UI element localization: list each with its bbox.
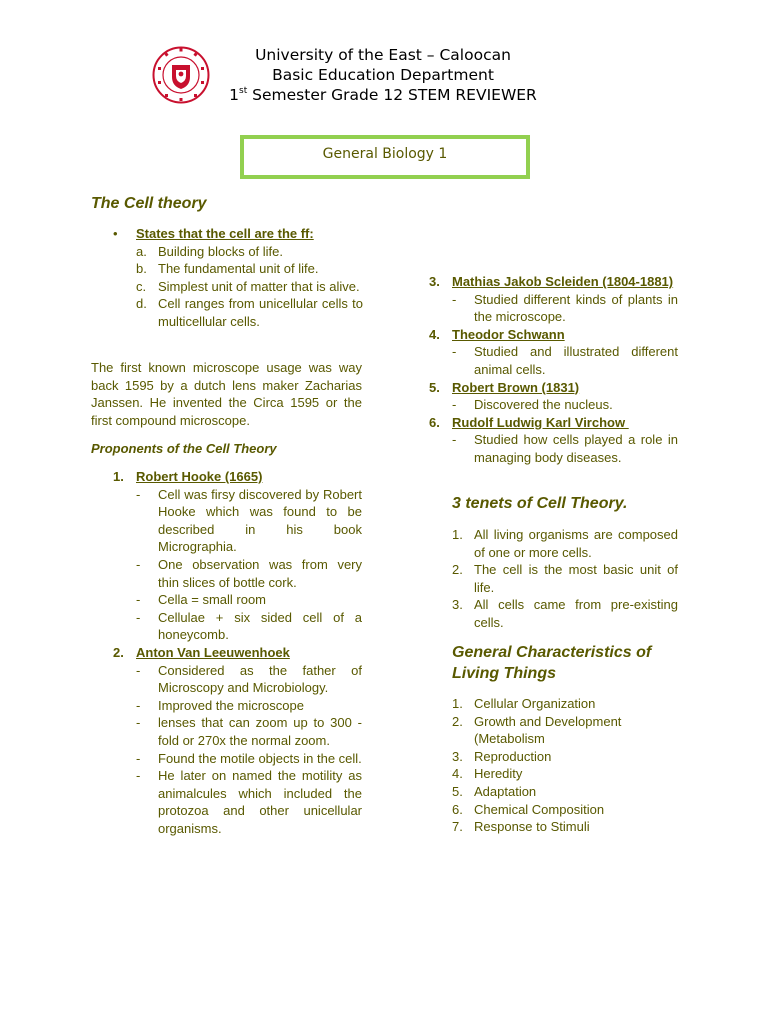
- dash-marker: -: [136, 697, 141, 713]
- proponent-item: [429, 414, 678, 432]
- proponent-item: [113, 468, 362, 486]
- proponent-item: [113, 644, 362, 662]
- proponent-name: Robert Brown (1831): [452, 379, 580, 395]
- subject-title-box: [240, 135, 530, 179]
- tenet-text: All living organisms are composed of one or more cells.: [474, 527, 678, 560]
- proponent-name: Anton Van Leeuwenhoek: [136, 644, 290, 660]
- dash-marker: -: [136, 609, 141, 625]
- note-item: [113, 486, 362, 556]
- characteristic-marker: 2.: [452, 713, 463, 729]
- dash-marker: -: [136, 592, 141, 608]
- proponents-heading: Proponents of the Cell Theory: [91, 441, 277, 456]
- list-item-text: Simplest unit of matter that is alive.: [158, 278, 360, 294]
- list-item: [113, 278, 363, 296]
- list-item: [113, 260, 363, 278]
- characteristic-text: Chemical Composition: [474, 801, 605, 817]
- note-item: [429, 291, 678, 326]
- note-text: Cell was firsy discovered by Robert Hooke which was found to be described in his book Micrographia.: [158, 486, 362, 555]
- bullet-title: States that the cell are the ff:: [136, 226, 314, 241]
- characteristic-item: [452, 748, 678, 766]
- list-marker: a.: [136, 243, 147, 259]
- proponent-marker: 6.: [429, 414, 440, 430]
- subject-title: General Biology 1: [322, 146, 448, 162]
- note-item: [113, 750, 362, 768]
- dash-marker: -: [136, 750, 141, 766]
- note-item: [113, 556, 362, 591]
- list-item: [113, 295, 363, 330]
- proponent-marker: 2.: [113, 644, 124, 660]
- characteristic-text: Reproduction: [474, 748, 552, 764]
- tenet-item: [452, 561, 678, 596]
- note-text: Cellulae + six sided cell of a honeycomb.: [158, 609, 362, 643]
- tenet-marker: 3.: [452, 597, 463, 613]
- note-item: [429, 396, 678, 414]
- characteristic-text: Cellular Organization: [474, 696, 596, 711]
- note-text: Studied how cells played a role in managing body diseases.: [474, 432, 678, 465]
- dash-marker: -: [452, 344, 457, 360]
- note-text: lenses that can zoom up to 300 -fold or 270x the normal zoom.: [158, 715, 362, 748]
- note-text: Considered as the father of Microscopy and Microbiology.: [158, 662, 362, 696]
- note-item: [113, 662, 362, 697]
- characteristic-text: Adaptation: [474, 783, 537, 799]
- characteristic-item: [452, 818, 678, 836]
- proponent-item: [429, 273, 678, 291]
- characteristics-heading: General Characteristics of Living Things: [452, 644, 652, 682]
- characteristic-text: Response to Stimuli: [474, 819, 590, 835]
- cell-theory-heading: The Cell theory: [91, 195, 207, 212]
- proponent-item: [429, 379, 678, 397]
- note-text: Found the motile objects in the cell.: [158, 750, 362, 766]
- proponents-list-left: [113, 468, 362, 837]
- note-text: Studied different kinds of plants in the microscope.: [474, 291, 678, 325]
- characteristic-marker: 3.: [452, 748, 463, 764]
- note-text: Improved the microscope: [158, 697, 304, 713]
- tenet-item: [452, 526, 678, 561]
- dash-marker: -: [136, 556, 141, 572]
- proponent-marker: 4.: [429, 326, 440, 342]
- list-item-text: Cell ranges from unicellular cells to multicellular cells.: [158, 296, 363, 329]
- characteristic-text: Heredity: [474, 766, 523, 782]
- characteristic-marker: 1.: [452, 696, 463, 711]
- list-item: [113, 243, 363, 261]
- note-text: Discovered the nucleus.: [474, 397, 613, 413]
- note-item: [113, 591, 362, 609]
- note-text: Cella = small room: [158, 592, 267, 608]
- note-item: [113, 697, 362, 715]
- characteristic-marker: 6.: [452, 801, 463, 817]
- list-item-text: The fundamental unit of life.: [158, 261, 319, 277]
- proponent-marker: 5.: [429, 379, 440, 395]
- characteristic-item: [452, 783, 678, 801]
- bullet-item: [113, 225, 363, 243]
- tenets-list: [452, 526, 678, 632]
- note-item: [113, 609, 362, 644]
- proponents-list-right: [429, 273, 678, 467]
- dash-marker: -: [136, 662, 141, 678]
- tenet-marker: 2.: [452, 562, 463, 578]
- semester-number: 1: [229, 86, 240, 104]
- list-marker: d.: [136, 296, 147, 312]
- note-text: One observation was from very thin slices of bottle cork.: [158, 556, 362, 590]
- characteristic-item: [452, 695, 678, 713]
- bullet-marker: •: [113, 226, 118, 241]
- note-item: [113, 714, 362, 749]
- tenet-item: [452, 596, 678, 631]
- department-name: Basic Education Department: [272, 66, 494, 84]
- document-header: [200, 45, 566, 105]
- characteristic-text: Growth and Development (Metabolism: [474, 713, 622, 747]
- dash-marker: -: [452, 291, 457, 307]
- semester-ordinal: st: [239, 86, 248, 96]
- characteristics-list: [452, 695, 678, 836]
- characteristic-marker: 7.: [452, 819, 463, 835]
- list-marker: c.: [136, 278, 147, 294]
- characteristic-item: [452, 801, 678, 819]
- note-item: [113, 767, 362, 837]
- microscope-paragraph: The first known microscope usage was way back 1595 by a dutch lens maker Zacharias Janssen. He invented the Circa 1595 or the first compound microscope.: [91, 360, 362, 428]
- note-item: [429, 343, 678, 378]
- cell-theory-bullet: [113, 225, 363, 331]
- tenet-text: All cells came from pre-existing cells.: [474, 597, 678, 630]
- dash-marker: -: [136, 715, 141, 731]
- semester-rest: Semester Grade 12 STEM REVIEWER: [247, 86, 537, 104]
- university-name: University of the East – Caloocan: [255, 46, 511, 64]
- characteristic-item: [452, 713, 678, 748]
- proponent-name: Theodor Schwann: [452, 326, 565, 342]
- proponent-name: Mathias Jakob Scleiden (1804-1881): [452, 274, 674, 289]
- characteristic-marker: 5.: [452, 783, 463, 799]
- dash-marker: -: [452, 432, 457, 448]
- dash-marker: -: [136, 768, 141, 784]
- characteristic-marker: 4.: [452, 766, 463, 782]
- dash-marker: -: [136, 486, 141, 502]
- proponent-name: Rudolf Ludwig Karl Virchow: [452, 414, 629, 430]
- proponent-name: Robert Hooke (1665): [136, 469, 263, 484]
- tenet-text: The cell is the most basic unit of life.: [474, 562, 678, 595]
- note-text: He later on named the motility as animalcules which included the protozoa and other unicellular organisms.: [158, 768, 362, 836]
- list-marker: b.: [136, 261, 147, 277]
- dash-marker: -: [452, 397, 457, 413]
- characteristic-item: [452, 765, 678, 783]
- note-item: [429, 431, 678, 466]
- list-item-text: Building blocks of life.: [158, 243, 284, 259]
- proponent-marker: 1.: [113, 469, 124, 484]
- semester-title: [200, 85, 566, 105]
- tenet-marker: 1.: [452, 527, 463, 542]
- note-text: Studied and illustrated different animal cells.: [474, 344, 678, 377]
- tenets-heading: 3 tenets of Cell Theory.: [452, 495, 628, 512]
- proponent-marker: 3.: [429, 274, 440, 289]
- proponent-item: [429, 326, 678, 344]
